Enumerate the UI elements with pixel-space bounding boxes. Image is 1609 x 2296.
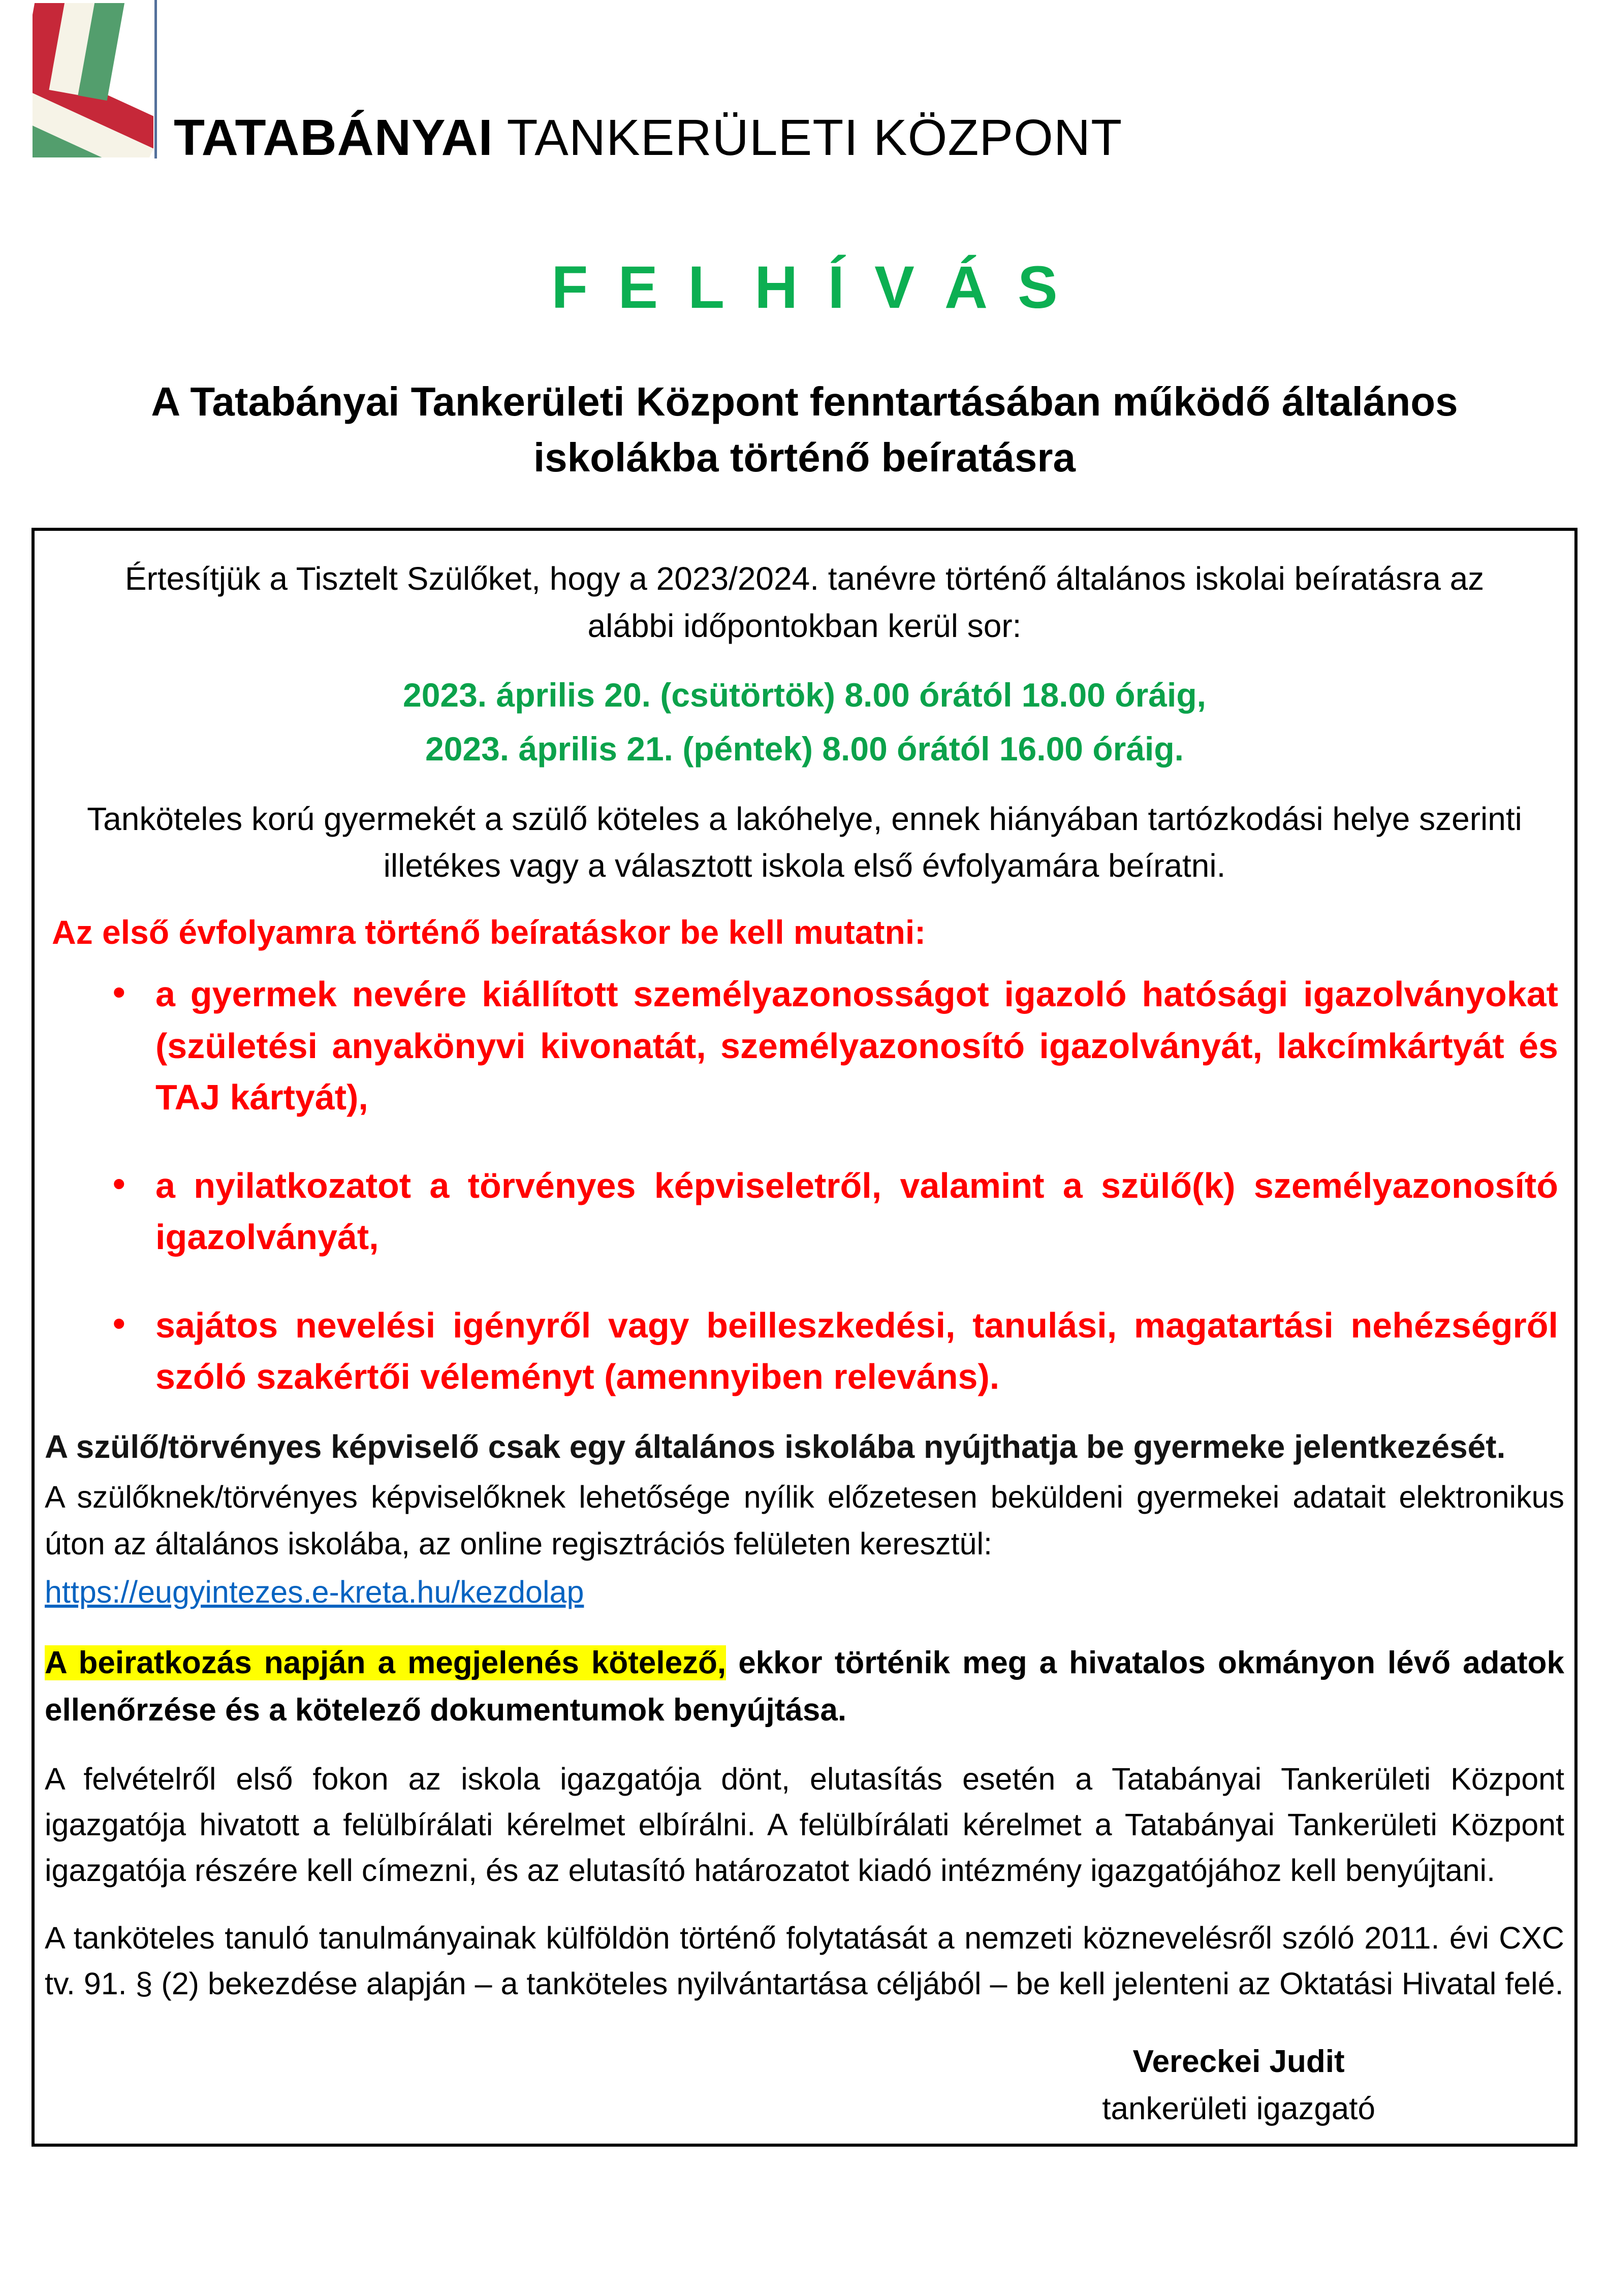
electronic-registration-paragraph: A szülőknek/törvényes képviselőknek lehetősége nyílik előzetesen beküldeni gyermekei adatait elektronikus úton az általános iskolába, az online regisztrációs felületen keresztül:	[45, 1480, 1564, 1561]
signature-title: tankerületi igazgató	[1102, 2091, 1375, 2127]
single-school-paragraph: A szülő/törvényes képviselő csak egy általános iskolába nyújthatja be gyermeke jelentkezését.	[45, 1428, 1506, 1465]
enrollment-dates	[45, 668, 1564, 776]
study-abroad-paragraph: A tanköteles tanuló tanulmányainak külföldön történő folytatását a nemzeti köznevelésről szóló 2011. évi CXC tv. 91. § (2) bekezdése alapján – a tanköteles nyilvántartása céljából – be kell jelenteni az Oktatási Hivatal felé.	[45, 1920, 1564, 2001]
organization-name-rest: TANKERÜLETI KÖZPONT	[493, 109, 1123, 166]
attendance-rest-text: ekkor történik meg a hivatalos okmányon lévő adatok ellenőrzése és a kötelező dokumentumok benyújtása.	[45, 1645, 1564, 1728]
registration-link[interactable]: https://eugyintezes.e-kreta.hu/kezdolap	[45, 1575, 584, 1610]
attendance-highlighted-text: A beiratkozás napján a megjelenés kötelező,	[45, 1645, 727, 1680]
requirement-text: sajátos nevelési igényről vagy beilleszkedési, tanulási, magatartási nehézségről szóló szakértői véleményt (amennyiben releváns).	[155, 1305, 1558, 1397]
page-title: FELHÍVÁS	[551, 254, 1088, 321]
registration-link-line	[45, 1569, 1564, 1616]
bullet-icon: •	[113, 972, 125, 1012]
appeal-paragraph: A felvételről első fokon az iskola igazgatója dönt, elutasítás esetén a Tatabányai Tankerületi Központ igazgatója hivatott a felülbírálati kérelmet elbírálni. A felülbírálati kérelmet a Tatabányai Tankerületi Központ igazgatója részére kell címezni, és az elutasító határozatot kiadó intézmény igazgatójához kell benyújtani.	[45, 1761, 1564, 1888]
tricolor-ribbon-logo	[33, 3, 153, 157]
enrollment-date-1: 2023. április 20. (csütörtök) 8.00 órától 18.00 óráig,	[402, 676, 1206, 714]
list-item	[45, 1300, 1564, 1403]
organization-name	[174, 109, 1122, 167]
requirements-heading: Az első évfolyamra történő beíratáskor be kell mutatni:	[52, 913, 926, 951]
requirements-list	[45, 969, 1564, 1403]
organization-name-bold: TATABÁNYAI	[174, 109, 493, 166]
bullet-icon: •	[113, 1163, 125, 1203]
enrollment-date-2: 2023. április 21. (péntek) 8.00 órától 16.00 óráig.	[425, 729, 1184, 768]
logo-divider-line	[154, 0, 157, 158]
signature-name: Vereckei Judit	[1132, 2044, 1345, 2080]
requirement-text: a gyermek nevére kiállított személyazonosságot igazoló hatósági igazolványokat (születési anyakönyvi kivonatát, személyazonosító igazolványát, lakcímkártyát és TAJ kártyát),	[155, 974, 1558, 1118]
signature-block	[1102, 2038, 1375, 2132]
requirement-text: a nyilatkozatot a törvényes képviseletről, valamint a szülő(k) személyazonosító igazolványát,	[155, 1165, 1558, 1257]
attendance-paragraph	[45, 1639, 1564, 1734]
list-item	[45, 969, 1564, 1124]
obligation-paragraph: Tanköteles korú gyermekét a szülő köteles a lakóhelye, ennek hiányában tartózkodási helye szerinti illetékes vagy a választott iskola első évfolyamára beíratni.	[87, 800, 1522, 884]
page-subtitle: A Tatabányai Tankerületi Központ fenntartásában működő általános iskolákba történő beíratásra	[151, 379, 1458, 481]
notice-box	[31, 528, 1578, 2147]
header	[0, 0, 1609, 189]
intro-paragraph: Értesítjük a Tisztelt Szülőket, hogy a 2023/2024. tanévre történő általános iskolai beíratásra az alábbi időpontokban kerül sor:	[124, 560, 1485, 644]
list-item	[45, 1160, 1564, 1263]
bullet-icon: •	[113, 1303, 125, 1343]
